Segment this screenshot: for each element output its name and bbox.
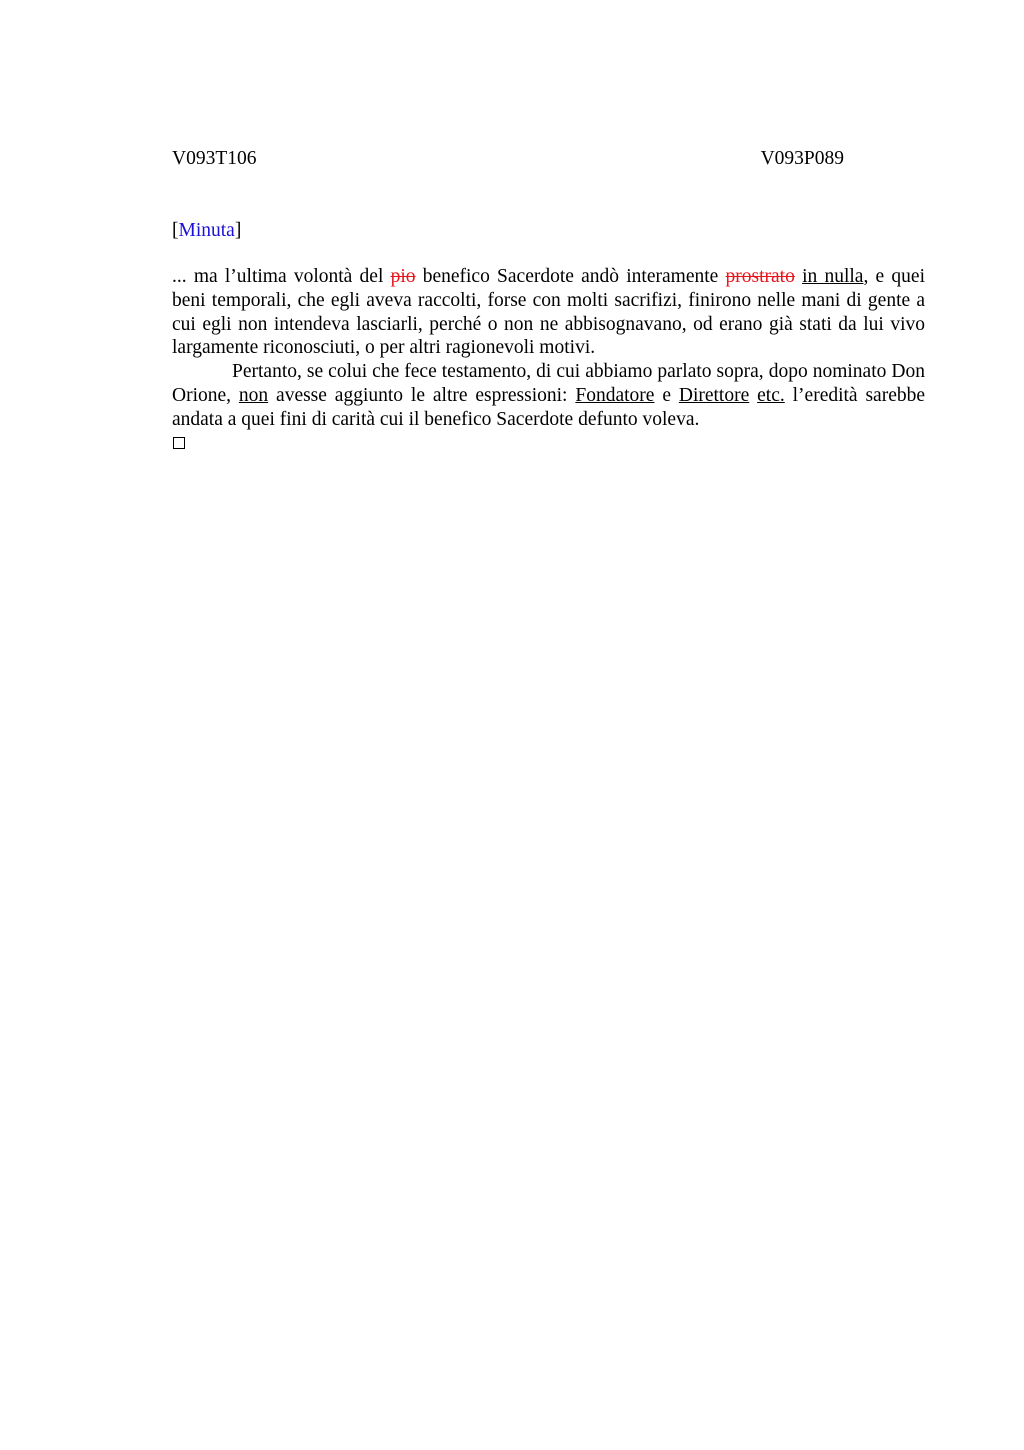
text-segment: l’eredità sarebbe andata a quei fini di carità cui il benefico Sacerdote defunto voleva.: [172, 384, 926, 430]
text-segment: [795, 266, 802, 287]
text-segment: benefico Sacerdote andò interamente: [415, 266, 726, 287]
tag-open-bracket: [: [172, 220, 179, 241]
underlined-phrase: in nulla: [802, 266, 864, 287]
text-segment: [749, 385, 757, 406]
text-segment: avesse aggiunto le altre espressioni:: [268, 384, 576, 406]
document-body: [172, 265, 925, 432]
paragraph-2: [172, 360, 925, 431]
page-header: [172, 146, 844, 172]
document-code: V093T106: [172, 148, 257, 169]
tag-label: Minuta: [178, 220, 235, 241]
text-segment: Pertanto, se colui che fece testamento, di cui abbiamo parlato sopra, dopo nominato Don Orione,: [172, 361, 925, 406]
tag-close-bracket: ]: [234, 220, 242, 241]
deleted-word: pio: [390, 266, 416, 287]
underlined-word: Fondatore: [575, 384, 655, 406]
text-segment: e: [654, 384, 679, 406]
underlined-word: Direttore: [678, 384, 750, 406]
underlined-word: etc.: [757, 384, 785, 406]
paragraph-1: [172, 265, 925, 360]
underlined-word: non: [238, 384, 269, 406]
text-segment: ... ma l’ultima volontà del: [172, 266, 391, 287]
end-marker: [173, 435, 185, 449]
text-segment: , e quei beni temporali, che egli aveva raccolti, forse con molti sacrifizi, finirono nelle mani di gente a cui egli non intendeva lasciarli, perché o non ne abbisognavano, od erano già stati da lui vivo largamente riconosciuti, o per altri ragionevoli motivi.: [172, 266, 925, 359]
deleted-word: prostrato: [725, 266, 795, 287]
document-type-tag: [172, 218, 241, 244]
page-code: V093P089: [760, 148, 844, 169]
square-outline-icon: [173, 437, 185, 449]
